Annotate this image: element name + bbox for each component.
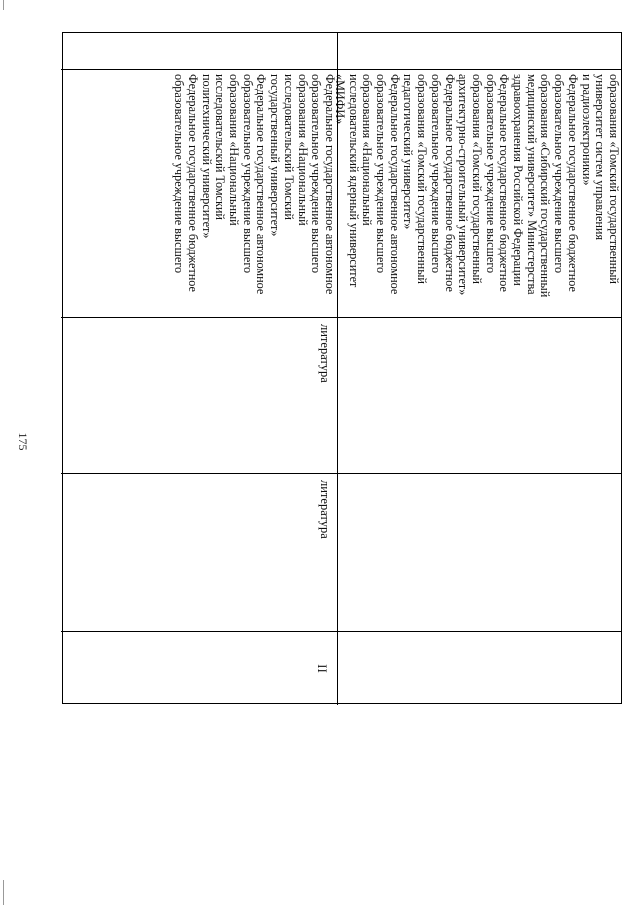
org-line: Федеральное государственное автономное xyxy=(387,74,402,295)
org-line: Федеральное государственное бюджетное xyxy=(565,74,580,292)
scan-edge-mark xyxy=(3,0,4,10)
org-line: образования «Сибирский государственный xyxy=(538,74,553,298)
org-line: образовательное учреждение высшего xyxy=(309,74,324,274)
org-line: образовательное учреждение высшего xyxy=(374,74,389,274)
organizers-cell xyxy=(61,69,338,317)
olympiad-table xyxy=(62,32,622,704)
org-line: образовательное учреждение высшего xyxy=(552,74,567,274)
subject-cell xyxy=(338,317,621,473)
org-line: медицинский университет» Министерства xyxy=(524,74,539,295)
org-line: образования «Томский государственный xyxy=(415,74,430,284)
org-line: и радиоэлектроники» xyxy=(579,74,594,186)
org-line: исследовательский Томский xyxy=(281,74,296,220)
org-line: образования «Национальный xyxy=(360,74,375,226)
org-line: «МИФИ» xyxy=(332,74,347,125)
row-number-cell xyxy=(338,33,621,69)
org-line: образовательное учреждение высшего xyxy=(240,74,255,274)
subject-cell: литература xyxy=(61,473,338,631)
org-line: образовательное учреждение высшего xyxy=(428,74,443,274)
level-cell xyxy=(338,631,621,705)
org-line: исследовательский ядерный университет xyxy=(346,74,361,288)
org-line: государственный университет» xyxy=(268,74,283,237)
subject-cell xyxy=(338,473,621,631)
org-line: Федеральное государственное бюджетное xyxy=(185,74,200,292)
org-line: образования «Национальный xyxy=(227,74,242,226)
org-line: архитектурно-строительный университет» xyxy=(456,74,471,296)
org-line: Федеральное государственное бюджетное xyxy=(442,74,457,292)
org-line: педагогический университет» xyxy=(401,74,416,230)
org-line: университет систем управления xyxy=(593,74,608,241)
page-number: 175 xyxy=(16,432,30,451)
org-line: здравоохранения Российской Федерации xyxy=(511,74,526,286)
scan-edge-mark xyxy=(3,880,4,905)
org-line: Федеральное государственное автономное xyxy=(323,74,337,295)
org-line: образования «Национальный xyxy=(295,74,310,226)
org-line: Федеральное государственное бюджетное xyxy=(497,74,512,292)
level-cell: II xyxy=(61,631,338,705)
org-line: исследовательский Томский xyxy=(213,74,228,220)
subject-cell: литература xyxy=(61,317,338,473)
organizers-cell xyxy=(332,69,621,317)
org-line: образовательное учреждение высшего xyxy=(483,74,498,274)
org-line: образовательное учреждение высшего xyxy=(172,74,187,274)
org-line: образования «Томский государственный xyxy=(607,74,621,284)
org-line: политехнический университет» xyxy=(199,74,214,239)
org-line: образования «Томский государственный xyxy=(469,74,484,284)
row-number-cell xyxy=(61,33,338,69)
org-line: Федеральное государственное автономное xyxy=(254,74,269,295)
